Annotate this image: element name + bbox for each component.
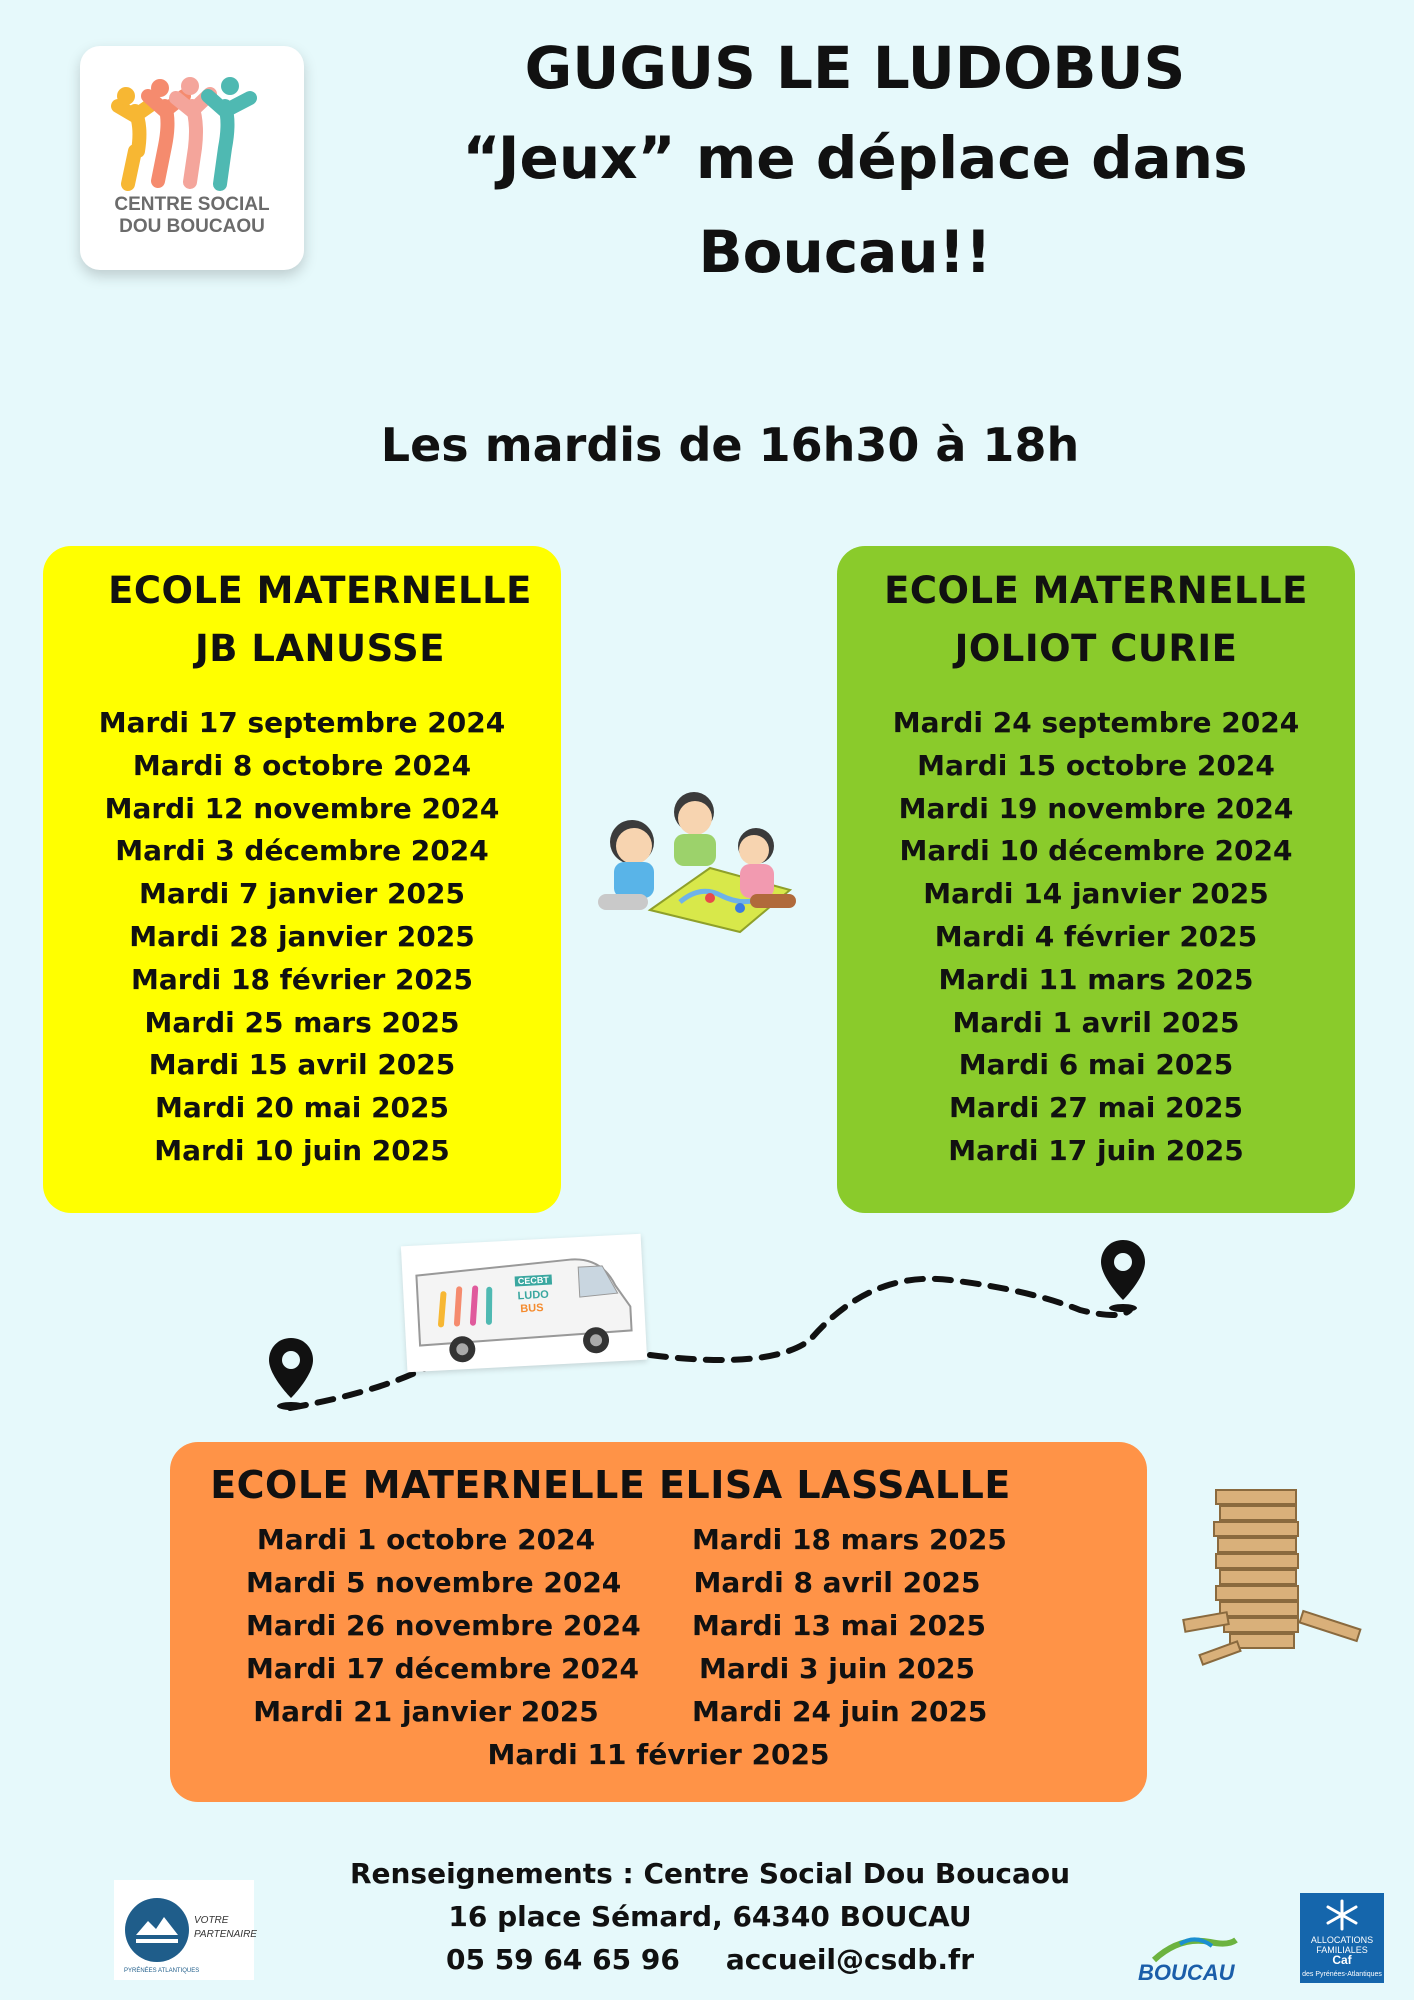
date-item: Mardi 11 mars 2025: [938, 962, 1254, 996]
van-label-2: LUDO: [517, 1288, 550, 1303]
schedule-subtitle: Les mardis de 16h30 à 18h: [380, 418, 1080, 472]
date-item: Mardi 7 janvier 2025: [139, 877, 465, 911]
date-item: Mardi 21 janvier 2025: [253, 1695, 599, 1728]
caf-line-4: des Pyrénées-Atlantiques: [1302, 1971, 1382, 1978]
date-item: Mardi 8 octobre 2024: [132, 748, 472, 782]
date-item: Mardi 3 décembre 2024: [115, 834, 489, 868]
caf-line-2: FAMILIALES: [1316, 1945, 1368, 1955]
date-item: Mardi 17 juin 2025: [948, 1133, 1244, 1167]
partner-votre: VOTRE: [194, 1915, 229, 1926]
date-item: Mardi 6 mai 2025: [958, 1048, 1234, 1082]
footer-contact: [300, 1938, 1120, 1981]
map-pin-icon: [266, 1336, 316, 1412]
title-line-2: “Jeux” me déplace dans: [462, 124, 1248, 192]
date-item: Mardi 10 juin 2025: [154, 1133, 450, 1167]
caf-line-3: Caf: [1332, 1953, 1352, 1967]
date-item: Mardi 10 décembre 2024: [899, 834, 1293, 868]
caf-line-1: ALLOCATIONS: [1310, 1935, 1374, 1945]
curie-date-list: [837, 702, 1355, 1173]
date-item: Mardi 20 mai 2025: [154, 1091, 449, 1125]
school-box-curie: [837, 546, 1355, 1213]
pyrenees-partner-logo: [114, 1880, 257, 1980]
date-item: Mardi 19 novembre 2024: [898, 791, 1294, 825]
date-item: Mardi 5 novembre 2024: [246, 1566, 622, 1599]
title-line-3: Boucau!!: [698, 218, 992, 286]
title-line-1: GUGUS LE LUDOBUS: [524, 34, 1186, 102]
date-item: Mardi 15 octobre 2024: [917, 748, 1275, 782]
date-item: Mardi 25 mars 2025: [144, 1005, 460, 1039]
date-item: Mardi 15 avril 2025: [148, 1048, 456, 1082]
wooden-block-tower-illustration: [1180, 1470, 1380, 1670]
lassalle-date-list-right: [692, 1518, 1007, 1733]
date-item: Mardi 27 mai 2025: [948, 1091, 1243, 1125]
date-item: Mardi 14 janvier 2025: [923, 877, 1269, 911]
date-item: Mardi 17 septembre 2024: [98, 706, 506, 739]
caf-logo: [1300, 1893, 1384, 1983]
school-box-lassalle: [170, 1442, 1147, 1802]
school-box-lanusse: [43, 546, 561, 1213]
date-item: Mardi 12 novembre 2024: [104, 791, 500, 825]
lanusse-name-line-2: JB LANUSSE: [195, 627, 445, 670]
date-item: Mardi 3 juin 2025: [699, 1652, 975, 1685]
date-item: Mardi 1 octobre 2024: [256, 1523, 596, 1556]
lassalle-date-list-left: [246, 1518, 641, 1733]
ludobus-van-card: [401, 1234, 647, 1372]
lanusse-name-line-1: ECOLE MATERNELLE: [108, 569, 532, 612]
route-path: [250, 1230, 1170, 1420]
date-item: Mardi 24 juin 2025: [692, 1695, 988, 1728]
footer-info: Renseignements : Centre Social Dou Boucaou: [349, 1857, 1071, 1890]
date-item: Mardi 4 février 2025: [934, 919, 1258, 953]
footer-phone[interactable]: 05 59 64 65 96: [445, 1943, 680, 1976]
footer-email[interactable]: accueil@csdb.fr: [725, 1943, 974, 1976]
lanusse-date-list: [43, 702, 561, 1173]
pyrenees-name: PYRÉNÉES ATLANTIQUES: [124, 1968, 200, 1974]
date-item: Mardi 26 novembre 2024: [246, 1609, 641, 1642]
map-pin-icon: [1098, 1238, 1148, 1314]
snowflake-icon: [1300, 1895, 1384, 1935]
date-item: Mardi 24 septembre 2024: [892, 706, 1300, 739]
date-item: Mardi 13 mai 2025: [692, 1609, 987, 1642]
partner-partenaire: PARTENAIRE: [194, 1929, 257, 1940]
date-item: Mardi 1 avril 2025: [952, 1005, 1240, 1039]
logo-line-2: DOU BOUCAOU: [119, 216, 265, 237]
centre-social-logo: [80, 46, 304, 270]
date-item: Mardi 17 décembre 2024: [246, 1652, 639, 1685]
curie-name-line-2: JOLIOT CURIE: [954, 627, 1238, 670]
date-item: Mardi 18 février 2025: [131, 962, 473, 996]
curie-name-line-1: ECOLE MATERNELLE: [884, 569, 1308, 612]
lassalle-name: ECOLE MATERNELLE ELISA LASSALLE: [210, 1463, 1011, 1507]
van-label-3: BUS: [520, 1301, 544, 1316]
boucau-logo-text: BOUCAU: [1138, 1960, 1235, 1985]
van-label-1: CECBT: [515, 1275, 552, 1287]
children-playing-illustration: [590, 790, 810, 940]
people-logo-icon: [80, 56, 304, 206]
pyrenees-atlantiques-icon: [122, 1895, 192, 1965]
lassalle-date-last: Mardi 11 février 2025: [487, 1738, 830, 1771]
logo-line-1: CENTRE SOCIAL: [114, 194, 270, 215]
footer-address: 16 place Sémard, 64340 BOUCAU: [448, 1900, 972, 1933]
date-item: Mardi 18 mars 2025: [692, 1523, 1007, 1556]
date-item: Mardi 28 janvier 2025: [129, 919, 475, 953]
date-item: Mardi 8 avril 2025: [693, 1566, 981, 1599]
